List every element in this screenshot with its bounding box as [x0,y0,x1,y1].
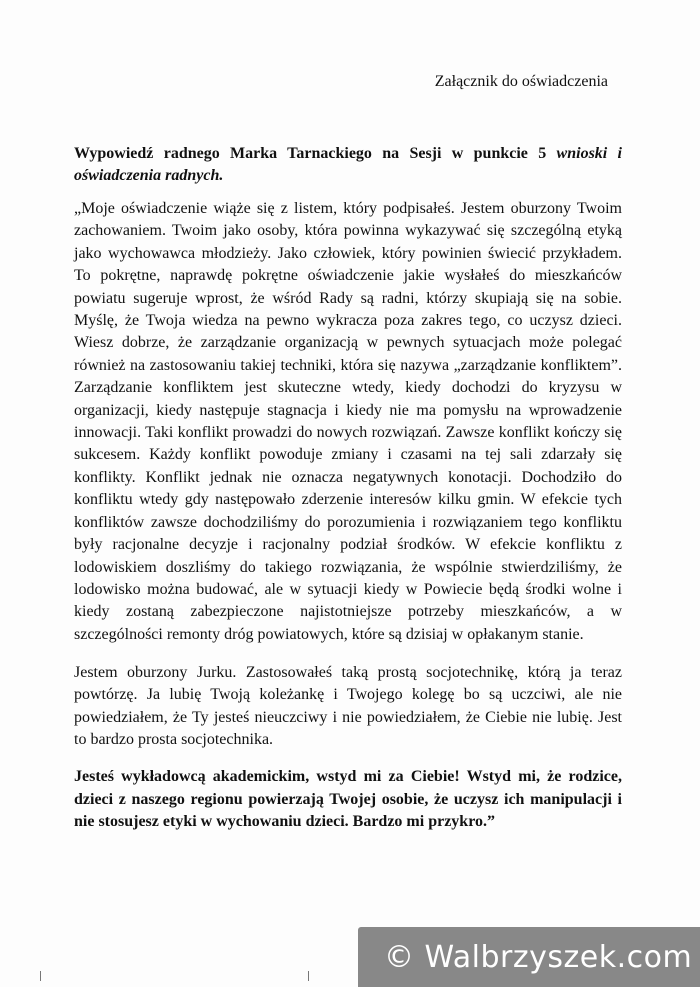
attachment-label: Załącznik do oświadczenia [434,73,608,90]
statement-paragraph-3-bold: Jesteś wykładowcą akademickim, wstyd mi za Ciebie! Wstyd mi, że rodzice, dzieci z naszego regionu powierzają Twojej osobie, że uczysz ich manipulacji i nie stosujesz etyki w wychowaniu dzieci. Bardzo mi przykro.” [74,768,622,830]
scan-artifact-mark [308,971,309,981]
statement-paragraph-2: Jestem oburzony Jurku. Zastosowałeś taką prostą socjotechnikę, którą ja teraz powtórzę. Ja lubię Twoją koleżankę i Twojego kolegę bo są uczciwi, ale nie powiedziałem, że Ty jesteś nieuczciwy i nie powiedziałem, że Ciebie nie lubię. Jest to bardzo prosta socjotechnika. [74,664,622,749]
title-italic-part: wnioski i oświadczenia radnych. [74,145,622,184]
watermark-banner [358,927,700,987]
statement-paragraph-1: „Moje oświadczenie wiąże się z listem, który podpisałeś. Jestem oburzony Twoim zachowaniem. Twoim jako osoby, która powinna wykazywać się szczególną etyką jako wychowawca młodzieży. Jako człowiek, który powinien świecić przykładem. To pokrętne, naprawdę pokrętne oświadczenie jakie wysłałeś do mieszkańców powiatu sugeruje wprost, że wśród Rady są radni, którzy skupiają się na sobie. Myślę, że Twoja wiedza na pewno wykracza poza zakres tego, co uczysz dzieci. Wiesz dobrze, że zarządzanie organizacją w pewnych sytuacjach może polegać również na zastosowaniu takiej techniki, która się nazywa „zarządzanie konfliktem”. Zarządzanie konfliktem jest skuteczne wtedy, kiedy dochodzi do kryzysu w organizacji, kiedy następuje stagnacja i kiedy nie ma pomysłu na wprowadzenie innowacji. Taki konflikt prowadzi do nowych rozwiązań. Zawsze konflikt kończy się sukcesem. Każdy konflikt powoduje zmiany i czasami na tej sali zdarzały się konflikty. Konflikt jednak nie oznacza negatywnych konotacji. Dochodziło do konfliktu wtedy gdy następowało zderzenie interesów kilku gmin. W efekcie tych konfliktów zawsze dochodziliśmy do porozumienia i rozwiązaniem tego konfliktu były racjonalne decyzje i racjonalny podział środków. W efekcie konfliktu z lodowiskiem doszliśmy do takiego rozwiązania, że wspólnie stwierdziliśmy, że lodowisko można budować, ale w sytuacji kiedy w Powiecie będą środki wolne i kiedy zostaną zabezpieczone najistotniejsze potrzeby mieszkańców, a w szczególności remonty dróg powiatowych, które są dzisiaj w opłakanym stanie. [74,200,622,643]
watermark-text: © Walbrzyszek.com [384,939,693,975]
document-title [74,143,622,187]
scan-artifact-mark [40,971,41,981]
title-bold-part: Wypowiedź radnego Marka Tarnackiego na Sesji w punkcie 5 [74,145,557,162]
